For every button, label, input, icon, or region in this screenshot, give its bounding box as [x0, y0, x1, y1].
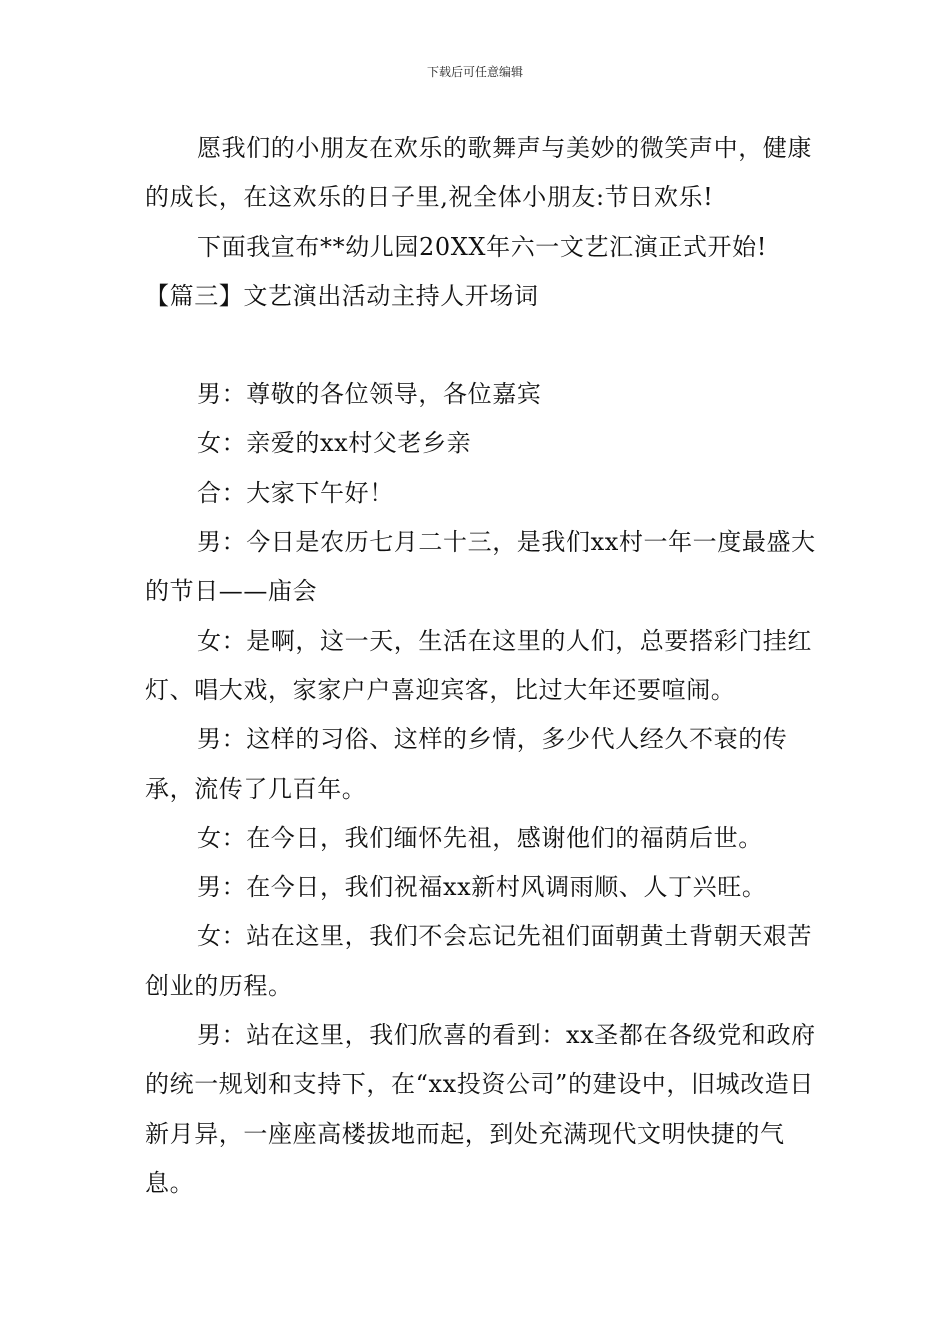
dialogue-line: 合：大家下午好！: [197, 478, 394, 507]
dialogue-line: 男：今日是农历七月二十三，是我们xx村一年一度最盛大的节日——庙会: [145, 528, 816, 606]
section-heading: 【篇三】文艺演出活动主持人开场词: [145, 281, 539, 310]
dialogue-line: 女：站在这里，我们不会忘记先祖们面朝黄土背朝天艰苦创业的历程。: [145, 922, 812, 1000]
blank-line: [145, 321, 817, 370]
paragraph-announcement: 下面我宣布**幼儿园20XX年六一文艺汇演正式开始!: [197, 232, 767, 261]
page-header: 下载后可任意编辑: [426, 65, 523, 79]
dialogue-line: 女：是啊，这一天，生活在这里的人们，总要搭彩门挂红灯、唱大戏，家家户户喜迎宾客，比过大年还要喧闹。: [145, 626, 812, 704]
dialogue-line: 男：尊敬的各位领导，各位嘉宾: [197, 380, 542, 409]
dialogue-line: 男：这样的习俗、这样的乡情，多少代人经久不衰的传承，流传了几百年。: [145, 725, 788, 803]
dialogue-line: 女：亲爱的xx村父老乡亲: [197, 429, 472, 458]
document-body: [145, 124, 817, 1208]
paragraph-wish: 愿我们的小朋友在欢乐的歌舞声与美妙的微笑声中，健康的成长，在这欢乐的日子里,祝全体小朋友:节日欢乐!: [145, 134, 812, 212]
dialogue-line: 女：在今日，我们缅怀先祖，感谢他们的福荫后世。: [197, 823, 763, 852]
dialogue-line: 男：在今日，我们祝福xx新村风调雨顺、人丁兴旺。: [197, 873, 767, 902]
dialogue-line: 男：站在这里，我们欣喜的看到：xx圣都在各级党和政府的统一规划和支持下，在“xx投资公司”的建设中，旧城改造日新月异，一座座高楼拔地而起，到处充满现代文明快捷的气息。: [145, 1021, 816, 1197]
